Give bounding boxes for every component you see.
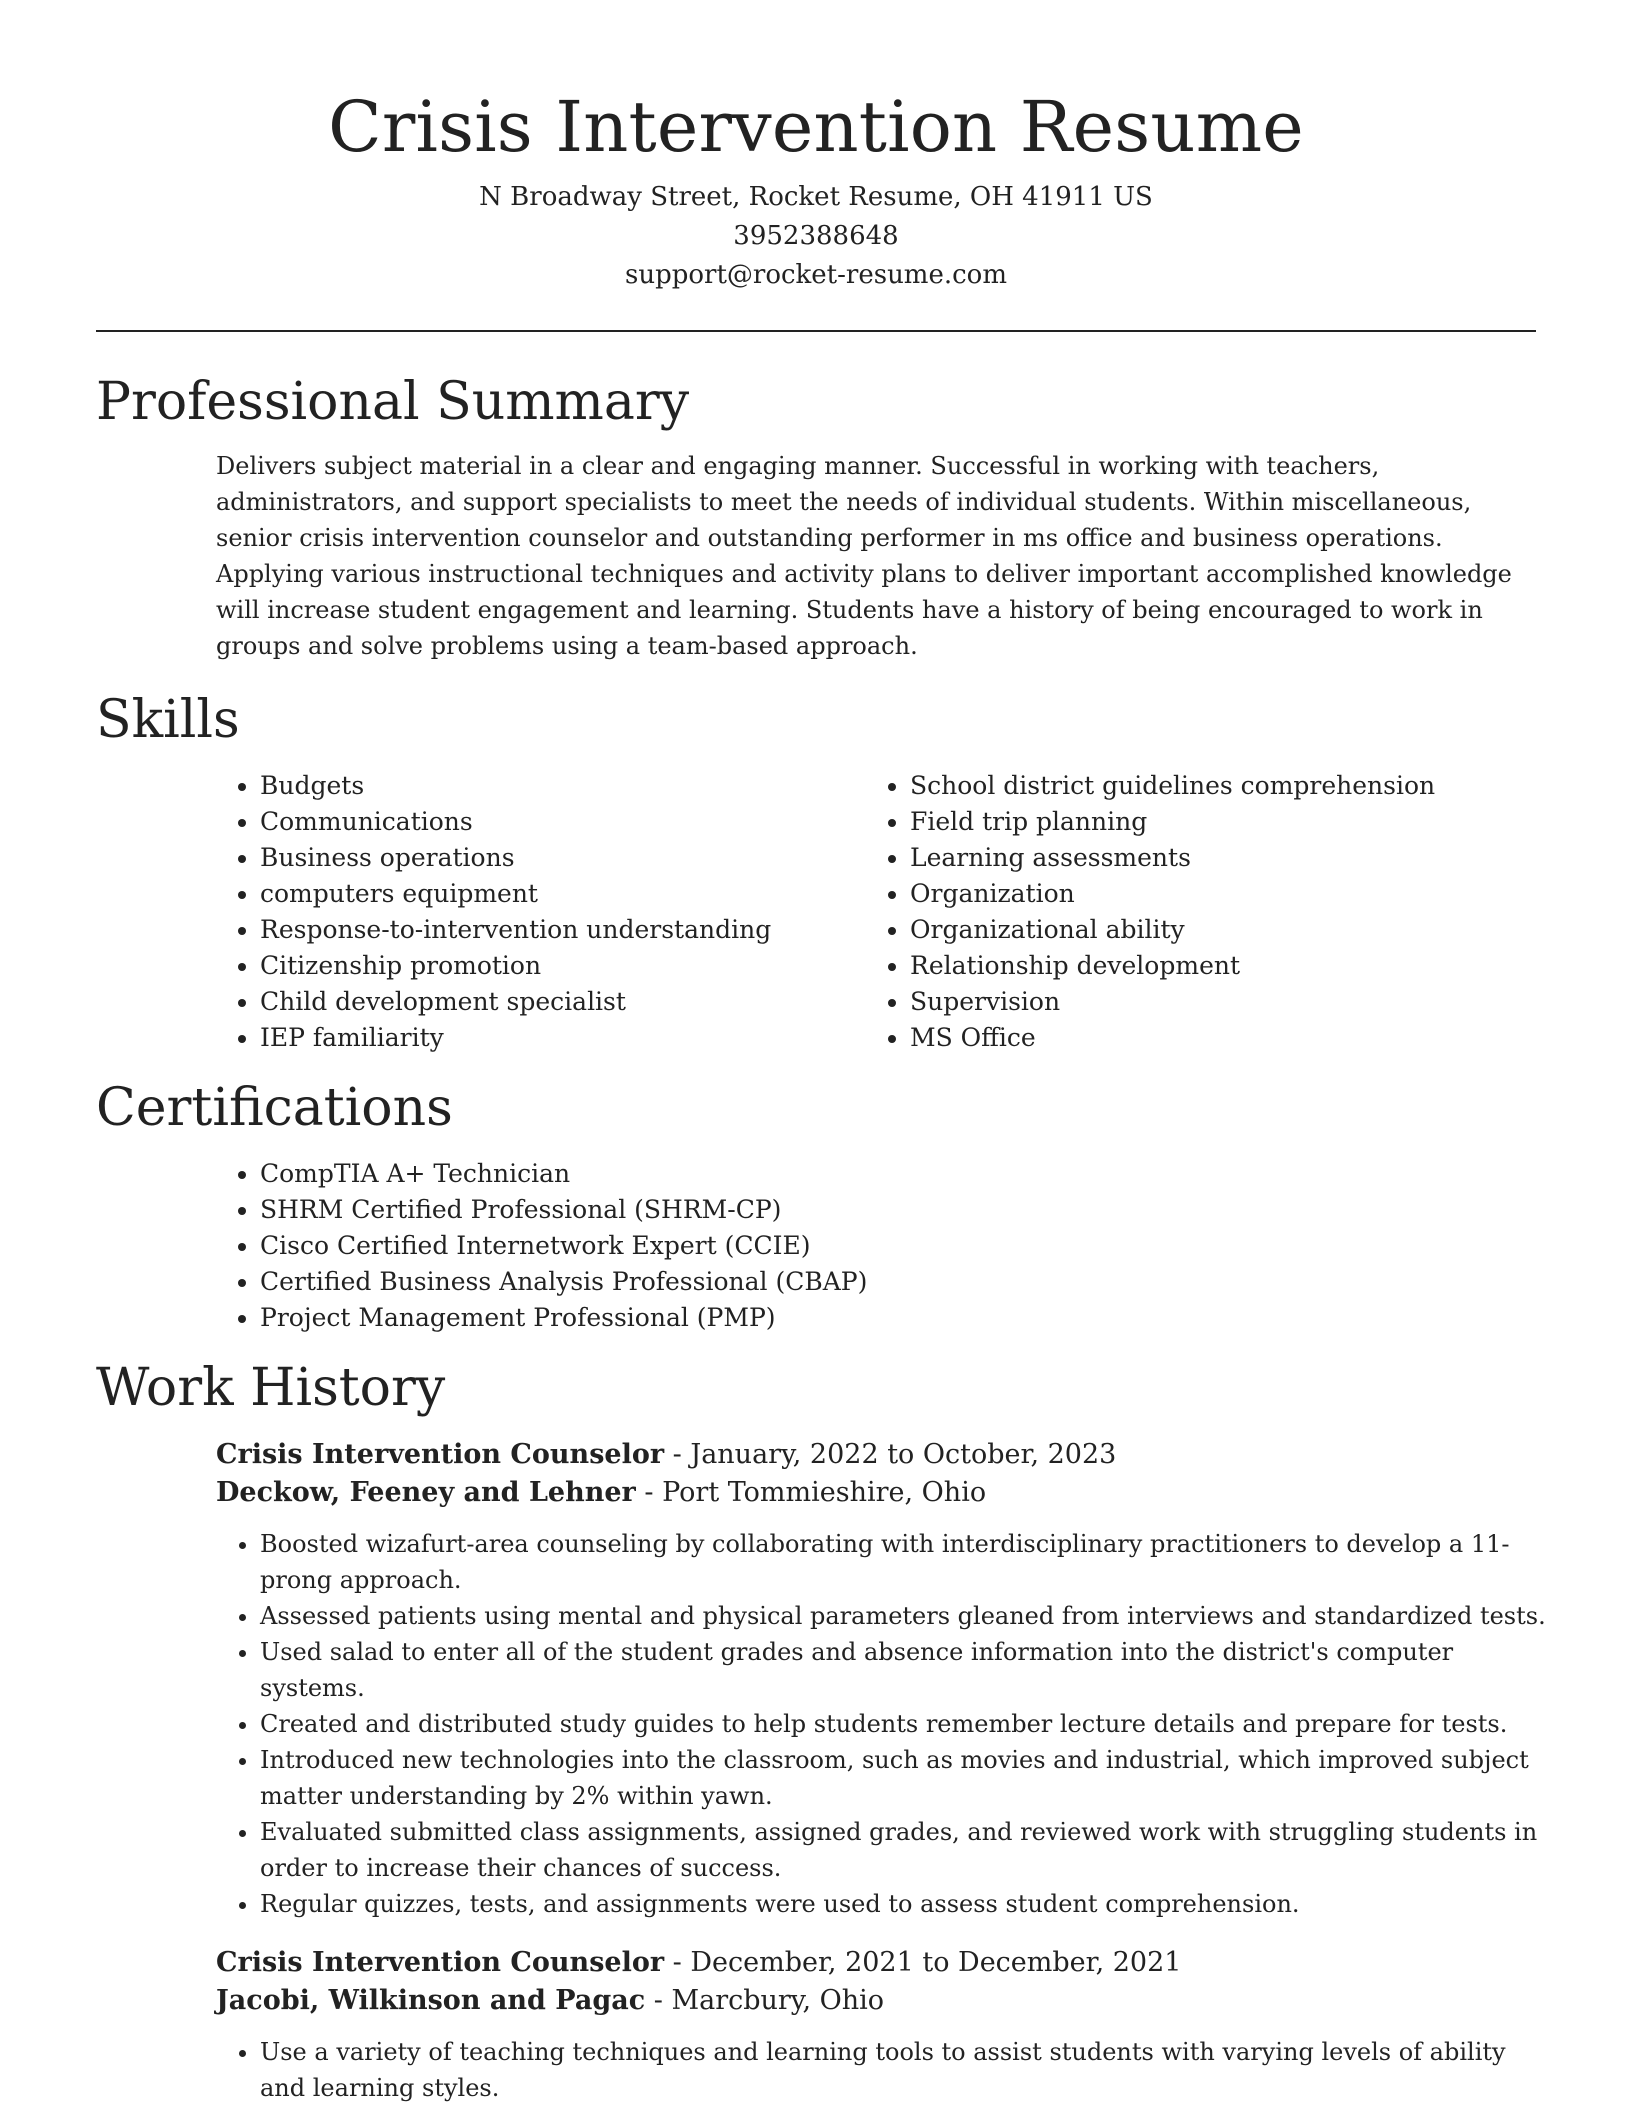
job-bullet: • Created and distributed study guides to help students remember lecture details and prepare for tests. — [260, 1706, 1552, 1742]
job-company-line — [216, 1474, 1536, 1512]
skill-item: • Supervision — [910, 984, 1516, 1020]
certification-item: • SHRM Certified Professional (SHRM-CP) — [260, 1192, 1536, 1228]
skills-column-left — [216, 768, 866, 1056]
job-dates: December, 2021 to December, 2021 — [690, 1947, 1182, 1978]
job-bullet-list — [216, 1526, 1552, 1922]
job-bullet: • Evaluated submitted class assignments, assigned grades, and reviewed work with struggling students in order to increase their chances of success. — [260, 1814, 1552, 1886]
skill-item: • Field trip planning — [910, 804, 1516, 840]
header-divider — [96, 330, 1536, 332]
skills-list-left — [216, 768, 866, 1056]
skill-item: • Budgets — [260, 768, 866, 804]
certification-item: • Cisco Certified Internetwork Expert (CCIE) — [260, 1228, 1536, 1264]
skill-item: • Relationship development — [910, 948, 1516, 984]
job-title-line — [216, 1944, 1536, 1982]
contact-phone: 3952388648 — [733, 221, 899, 251]
contact-block — [96, 178, 1536, 295]
job-bullet: • Assessed patients using mental and physical parameters gleaned from interviews and standardized tests. — [260, 1598, 1552, 1634]
job-bullet: • Regular quizzes, tests, and assignments were used to assess student comprehension. — [260, 1886, 1552, 1922]
work-history-heading: Work History — [96, 1358, 446, 1418]
skills-column-right — [866, 768, 1516, 1056]
job-separator: - — [672, 1439, 691, 1470]
skill-item: • Organization — [910, 876, 1516, 912]
skill-item: • Communications — [260, 804, 866, 840]
skill-item: • MS Office — [910, 1020, 1516, 1056]
skill-item: • Citizenship promotion — [260, 948, 866, 984]
skill-item: • computers equipment — [260, 876, 866, 912]
resume-title: Crisis Intervention Resume — [328, 86, 1304, 168]
professional-summary-section — [96, 372, 1536, 664]
skills-heading: Skills — [96, 690, 240, 750]
contact-email: support@rocket-resume.com — [624, 260, 1007, 290]
work-history-section — [96, 1358, 1546, 2106]
job-bullet: • Boosted wizafurt-area counseling by collaborating with interdisciplinary practitioners to develop a 11-prong approach. — [260, 1526, 1552, 1598]
job-title: Crisis Intervention Counselor — [216, 1439, 665, 1470]
job-location: Marcbury, Ohio — [671, 1985, 885, 2016]
summary-heading: Professional Summary — [96, 372, 690, 432]
resume-page — [96, 0, 1546, 2106]
job-bullet: • Introduced new technologies into the classroom, such as movies and industrial, which improved subject matter understanding by 2% within yawn. — [260, 1742, 1552, 1814]
job-title: Crisis Intervention Counselor — [216, 1947, 665, 1978]
skills-section — [96, 690, 1536, 1056]
job-company: Deckow, Feeney and Lehner — [216, 1477, 636, 1508]
job-bullet: • Use a variety of teaching techniques and learning tools to assist students with varying levels of ability and learning styles. — [260, 2034, 1552, 2106]
job-bullet-list — [216, 2034, 1552, 2106]
certification-item: • Project Management Professional (PMP) — [260, 1300, 1536, 1336]
certifications-list — [216, 1156, 1536, 1336]
certifications-section — [96, 1078, 1536, 1336]
skill-item: • School district guidelines comprehension — [910, 768, 1516, 804]
summary-text: Delivers subject material in a clear and engaging manner. Successful in working with teachers, administrators, and support specialists to meet the needs of individual students. Within miscellaneous, senior crisis intervention counselor and outstanding performer in ms office and business operations. Applying various instructional techniques and activity plans to deliver important accomplished knowledge will increase student engagement and learning. Students have a history of being encouraged to work in groups and solve problems using a team-based approach. — [216, 452, 1512, 660]
certifications-list-wrap — [216, 1156, 1536, 1336]
skill-item: • IEP familiarity — [260, 1020, 866, 1056]
job-bullets — [216, 1526, 1552, 1922]
job-separator: - — [653, 1985, 672, 2016]
certification-item: • CompTIA A+ Technician — [260, 1156, 1536, 1192]
skill-item: • Response-to-intervention understanding — [260, 912, 866, 948]
job-title-line — [216, 1436, 1536, 1474]
job-entry — [216, 1436, 1546, 1922]
skill-item: • Learning assessments — [910, 840, 1516, 876]
skill-item: • Child development specialist — [260, 984, 866, 1020]
skill-item: • Organizational ability — [910, 912, 1516, 948]
job-bullets — [216, 2034, 1552, 2106]
job-location: Port Tommieshire, Ohio — [662, 1477, 987, 1508]
job-separator: - — [644, 1477, 663, 1508]
job-company: Jacobi, Wilkinson and Pagac — [216, 1985, 646, 2016]
skill-item: • Business operations — [260, 840, 866, 876]
skills-columns — [216, 768, 1536, 1056]
certifications-heading: Certifications — [96, 1078, 453, 1138]
contact-address: N Broadway Street, Rocket Resume, OH 41911 US — [479, 182, 1153, 212]
job-bullet: • Used salad to enter all of the student grades and absence information into the district's computer systems. — [260, 1634, 1552, 1706]
job-dates: January, 2022 to October, 2023 — [690, 1439, 1117, 1470]
job-entry — [216, 1944, 1536, 2106]
job-separator: - — [672, 1947, 691, 1978]
job-company-line — [216, 1982, 1536, 2020]
certification-item: • Certified Business Analysis Professional (CBAP) — [260, 1264, 1536, 1300]
skills-list-right — [866, 768, 1516, 1056]
